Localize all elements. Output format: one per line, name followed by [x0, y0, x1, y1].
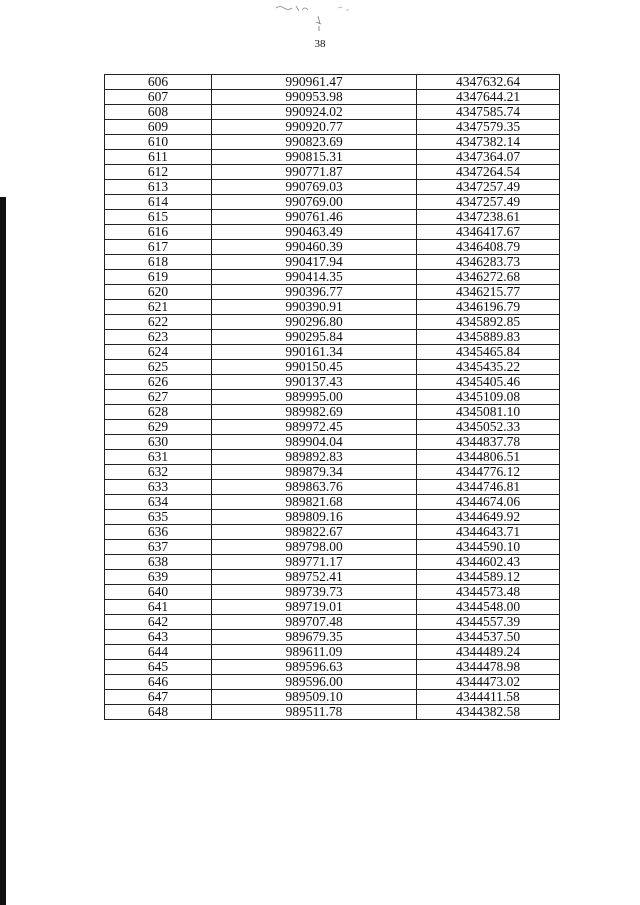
point-number-cell: 623 — [105, 330, 212, 345]
table-row — [105, 555, 560, 570]
coordinates-table — [104, 74, 560, 720]
point-number-cell: 606 — [105, 75, 212, 90]
point-number-cell: 612 — [105, 165, 212, 180]
y-coordinate-cell: 4345892.85 — [417, 315, 560, 330]
x-coordinate-cell: 989739.73 — [212, 585, 417, 600]
x-coordinate-cell: 990769.00 — [212, 195, 417, 210]
y-coordinate-cell: 4344590.10 — [417, 540, 560, 555]
y-coordinate-cell: 4345405.46 — [417, 375, 560, 390]
y-coordinate-cell: 4346196.79 — [417, 300, 560, 315]
y-coordinate-cell: 4345052.33 — [417, 420, 560, 435]
table-row — [105, 435, 560, 450]
point-number-cell: 609 — [105, 120, 212, 135]
x-coordinate-cell: 989995.00 — [212, 390, 417, 405]
x-coordinate-cell: 990296.80 — [212, 315, 417, 330]
x-coordinate-cell: 989511.78 — [212, 705, 417, 720]
point-number-cell: 610 — [105, 135, 212, 150]
x-coordinate-cell: 990771.87 — [212, 165, 417, 180]
table-row — [105, 345, 560, 360]
scan-edge-bar — [0, 197, 6, 905]
table-row — [105, 255, 560, 270]
point-number-cell: 645 — [105, 660, 212, 675]
x-coordinate-cell: 990137.43 — [212, 375, 417, 390]
point-number-cell: 635 — [105, 510, 212, 525]
y-coordinate-cell: 4344489.24 — [417, 645, 560, 660]
table-row — [105, 105, 560, 120]
scan-noise-mark — [268, 2, 358, 36]
point-number-cell: 622 — [105, 315, 212, 330]
point-number-cell: 648 — [105, 705, 212, 720]
coordinates-table-body — [105, 75, 560, 720]
table-row — [105, 450, 560, 465]
y-coordinate-cell: 4344649.92 — [417, 510, 560, 525]
table-row — [105, 705, 560, 720]
y-coordinate-cell: 4347644.21 — [417, 90, 560, 105]
point-number-cell: 627 — [105, 390, 212, 405]
x-coordinate-cell: 990414.35 — [212, 270, 417, 285]
y-coordinate-cell: 4344589.12 — [417, 570, 560, 585]
x-coordinate-cell: 990150.45 — [212, 360, 417, 375]
x-coordinate-cell: 989863.76 — [212, 480, 417, 495]
point-number-cell: 626 — [105, 375, 212, 390]
x-coordinate-cell: 990823.69 — [212, 135, 417, 150]
point-number-cell: 632 — [105, 465, 212, 480]
x-coordinate-cell: 990924.02 — [212, 105, 417, 120]
table-row — [105, 660, 560, 675]
point-number-cell: 615 — [105, 210, 212, 225]
point-number-cell: 631 — [105, 450, 212, 465]
y-coordinate-cell: 4344411.58 — [417, 690, 560, 705]
point-number-cell: 621 — [105, 300, 212, 315]
x-coordinate-cell: 990961.47 — [212, 75, 417, 90]
point-number-cell: 633 — [105, 480, 212, 495]
point-number-cell: 611 — [105, 150, 212, 165]
point-number-cell: 646 — [105, 675, 212, 690]
point-number-cell: 620 — [105, 285, 212, 300]
point-number-cell: 643 — [105, 630, 212, 645]
point-number-cell: 607 — [105, 90, 212, 105]
point-number-cell: 625 — [105, 360, 212, 375]
table-row — [105, 375, 560, 390]
table-row — [105, 540, 560, 555]
x-coordinate-cell: 989798.00 — [212, 540, 417, 555]
x-coordinate-cell: 989707.48 — [212, 615, 417, 630]
point-number-cell: 618 — [105, 255, 212, 270]
y-coordinate-cell: 4347257.49 — [417, 180, 560, 195]
y-coordinate-cell: 4347585.74 — [417, 105, 560, 120]
point-number-cell: 647 — [105, 690, 212, 705]
x-coordinate-cell: 989904.04 — [212, 435, 417, 450]
point-number-cell: 616 — [105, 225, 212, 240]
point-number-cell: 630 — [105, 435, 212, 450]
y-coordinate-cell: 4344643.71 — [417, 525, 560, 540]
y-coordinate-cell: 4344473.02 — [417, 675, 560, 690]
table-row — [105, 240, 560, 255]
y-coordinate-cell: 4345109.08 — [417, 390, 560, 405]
table-row — [105, 675, 560, 690]
point-number-cell: 642 — [105, 615, 212, 630]
y-coordinate-cell: 4346283.73 — [417, 255, 560, 270]
table-row — [105, 315, 560, 330]
table-row — [105, 195, 560, 210]
y-coordinate-cell: 4347579.35 — [417, 120, 560, 135]
y-coordinate-cell: 4347257.49 — [417, 195, 560, 210]
y-coordinate-cell: 4344573.48 — [417, 585, 560, 600]
table-row — [105, 330, 560, 345]
table-row — [105, 690, 560, 705]
x-coordinate-cell: 989752.41 — [212, 570, 417, 585]
table-row — [105, 600, 560, 615]
x-coordinate-cell: 990460.39 — [212, 240, 417, 255]
table-row — [105, 390, 560, 405]
y-coordinate-cell: 4346215.77 — [417, 285, 560, 300]
y-coordinate-cell: 4346272.68 — [417, 270, 560, 285]
x-coordinate-cell: 989879.34 — [212, 465, 417, 480]
x-coordinate-cell: 990390.91 — [212, 300, 417, 315]
table-row — [105, 300, 560, 315]
y-coordinate-cell: 4347364.07 — [417, 150, 560, 165]
page-number: 38 — [314, 38, 326, 50]
table-row — [105, 225, 560, 240]
point-number-cell: 608 — [105, 105, 212, 120]
x-coordinate-cell: 989719.01 — [212, 600, 417, 615]
x-coordinate-cell: 990953.98 — [212, 90, 417, 105]
y-coordinate-cell: 4344806.51 — [417, 450, 560, 465]
x-coordinate-cell: 990161.34 — [212, 345, 417, 360]
table-row — [105, 360, 560, 375]
table-row — [105, 285, 560, 300]
table-row — [105, 270, 560, 285]
y-coordinate-cell: 4344837.78 — [417, 435, 560, 450]
point-number-cell: 641 — [105, 600, 212, 615]
table-row — [105, 510, 560, 525]
x-coordinate-cell: 989822.67 — [212, 525, 417, 540]
point-number-cell: 614 — [105, 195, 212, 210]
x-coordinate-cell: 989771.17 — [212, 555, 417, 570]
table-row — [105, 570, 560, 585]
x-coordinate-cell: 989679.35 — [212, 630, 417, 645]
table-row — [105, 480, 560, 495]
y-coordinate-cell: 4346417.67 — [417, 225, 560, 240]
table-row — [105, 405, 560, 420]
table-row — [105, 135, 560, 150]
point-number-cell: 637 — [105, 540, 212, 555]
table-row — [105, 210, 560, 225]
x-coordinate-cell: 990761.46 — [212, 210, 417, 225]
point-number-cell: 629 — [105, 420, 212, 435]
x-coordinate-cell: 989611.09 — [212, 645, 417, 660]
table-row — [105, 525, 560, 540]
x-coordinate-cell: 989596.00 — [212, 675, 417, 690]
table-row — [105, 495, 560, 510]
point-number-cell: 617 — [105, 240, 212, 255]
x-coordinate-cell: 990396.77 — [212, 285, 417, 300]
point-number-cell: 640 — [105, 585, 212, 600]
x-coordinate-cell: 990463.49 — [212, 225, 417, 240]
y-coordinate-cell: 4347382.14 — [417, 135, 560, 150]
table-row — [105, 75, 560, 90]
y-coordinate-cell: 4344776.12 — [417, 465, 560, 480]
x-coordinate-cell: 989972.45 — [212, 420, 417, 435]
y-coordinate-cell: 4344548.00 — [417, 600, 560, 615]
table-row — [105, 645, 560, 660]
x-coordinate-cell: 990769.03 — [212, 180, 417, 195]
table-row — [105, 420, 560, 435]
x-coordinate-cell: 989821.68 — [212, 495, 417, 510]
table-row — [105, 150, 560, 165]
y-coordinate-cell: 4345081.10 — [417, 405, 560, 420]
y-coordinate-cell: 4344746.81 — [417, 480, 560, 495]
x-coordinate-cell: 990417.94 — [212, 255, 417, 270]
y-coordinate-cell: 4344382.58 — [417, 705, 560, 720]
y-coordinate-cell: 4345465.84 — [417, 345, 560, 360]
table-row — [105, 165, 560, 180]
x-coordinate-cell: 989892.83 — [212, 450, 417, 465]
point-number-cell: 619 — [105, 270, 212, 285]
x-coordinate-cell: 990920.77 — [212, 120, 417, 135]
y-coordinate-cell: 4344602.43 — [417, 555, 560, 570]
point-number-cell: 613 — [105, 180, 212, 195]
y-coordinate-cell: 4347238.61 — [417, 210, 560, 225]
table-row — [105, 630, 560, 645]
y-coordinate-cell: 4345889.83 — [417, 330, 560, 345]
point-number-cell: 638 — [105, 555, 212, 570]
point-number-cell: 624 — [105, 345, 212, 360]
y-coordinate-cell: 4345435.22 — [417, 360, 560, 375]
point-number-cell: 628 — [105, 405, 212, 420]
point-number-cell: 644 — [105, 645, 212, 660]
y-coordinate-cell: 4346408.79 — [417, 240, 560, 255]
x-coordinate-cell: 990295.84 — [212, 330, 417, 345]
point-number-cell: 639 — [105, 570, 212, 585]
y-coordinate-cell: 4344674.06 — [417, 495, 560, 510]
point-number-cell: 634 — [105, 495, 212, 510]
x-coordinate-cell: 989982.69 — [212, 405, 417, 420]
y-coordinate-cell: 4347264.54 — [417, 165, 560, 180]
y-coordinate-cell: 4344537.50 — [417, 630, 560, 645]
y-coordinate-cell: 4344557.39 — [417, 615, 560, 630]
x-coordinate-cell: 990815.31 — [212, 150, 417, 165]
table-row — [105, 585, 560, 600]
table-row — [105, 615, 560, 630]
y-coordinate-cell: 4344478.98 — [417, 660, 560, 675]
table-row — [105, 90, 560, 105]
table-row — [105, 180, 560, 195]
x-coordinate-cell: 989509.10 — [212, 690, 417, 705]
x-coordinate-cell: 989596.63 — [212, 660, 417, 675]
table-row — [105, 465, 560, 480]
point-number-cell: 636 — [105, 525, 212, 540]
x-coordinate-cell: 989809.16 — [212, 510, 417, 525]
y-coordinate-cell: 4347632.64 — [417, 75, 560, 90]
table-row — [105, 120, 560, 135]
